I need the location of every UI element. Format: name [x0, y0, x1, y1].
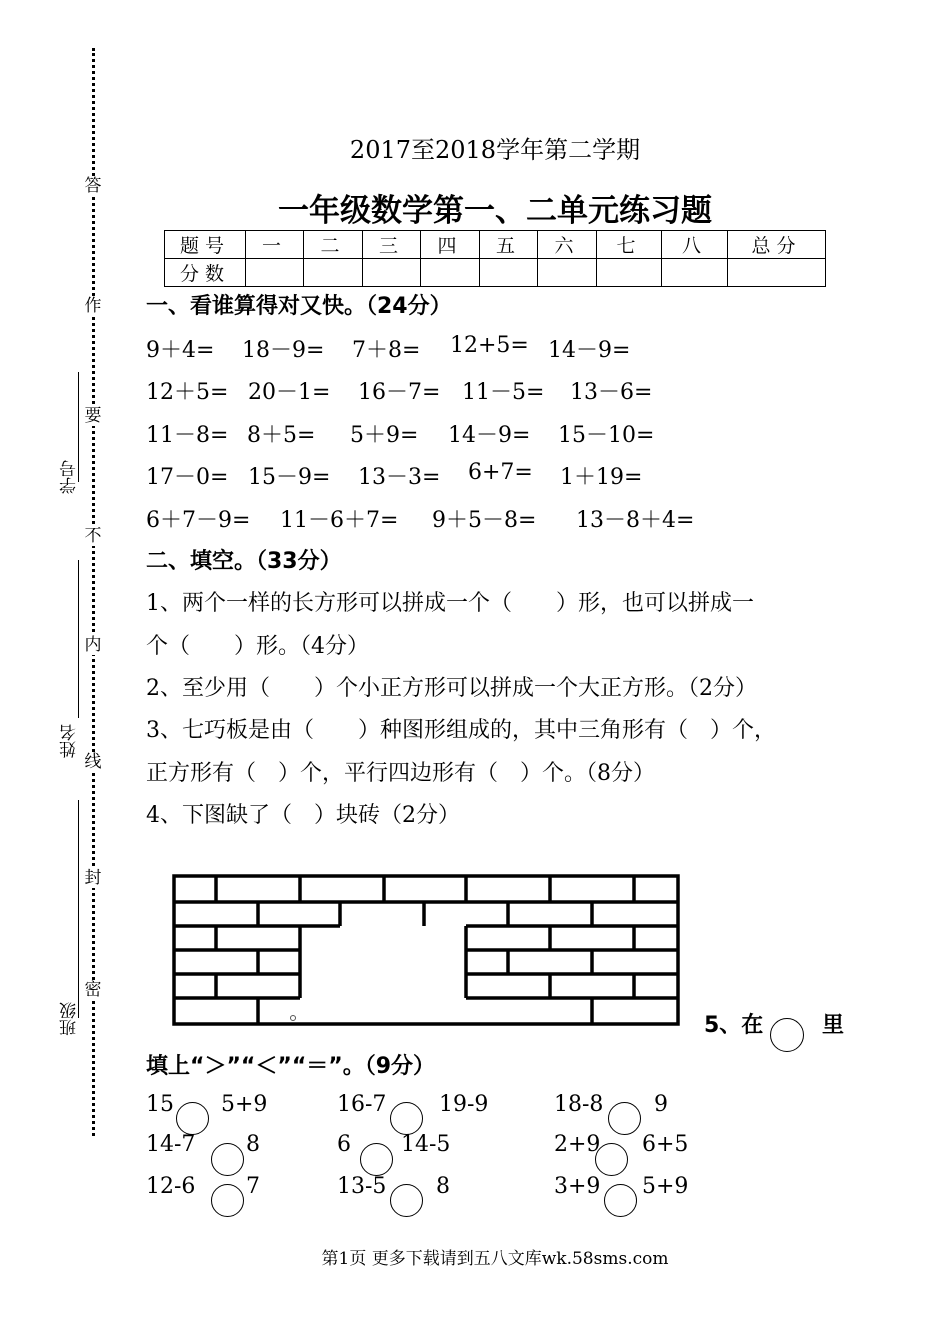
answer-circle-example: [770, 1018, 804, 1052]
math-problem: 15－10=: [558, 423, 655, 448]
math-problem: 14－9=: [548, 338, 631, 363]
compare-left: 2+9: [554, 1132, 601, 1157]
math-problem: 14－9=: [448, 423, 531, 448]
math-problem: 15－9=: [248, 465, 331, 490]
exam-title: 一年级数学第一、二单元练习题: [278, 193, 712, 229]
score-header-cell: 七: [597, 231, 662, 259]
compare-right: 8: [246, 1132, 260, 1157]
math-problem: 12+5=: [450, 333, 529, 358]
score-cell[interactable]: [480, 259, 538, 287]
compare-right: 19-9: [439, 1092, 489, 1117]
compare-left: 12-6: [146, 1174, 196, 1199]
student-no-label: 学号: [60, 460, 80, 494]
math-problem: 7＋8=: [352, 338, 421, 363]
compare-left: 16-7: [337, 1092, 387, 1117]
margin-char: 线: [84, 752, 102, 772]
question-2: 2、至少用（ ）个小正方形可以拼成一个大正方形。（2分）: [146, 676, 757, 701]
score-row-label: 分数: [165, 259, 246, 287]
exam-subtitle: 2017至2018学年第二学期: [349, 136, 641, 164]
question-5-prefix: 5、在: [704, 1013, 764, 1038]
answer-circle[interactable]: [211, 1184, 244, 1217]
page-footer: 第1页 更多下载请到五八文库wk.58sms.com: [321, 1249, 669, 1269]
compare-left: 15: [146, 1092, 174, 1117]
score-header-cell: 五: [480, 231, 538, 259]
brick-wall-figure: [170, 872, 682, 1028]
compare-right: 8: [436, 1174, 450, 1199]
margin-char: 封: [84, 868, 102, 888]
score-table-score-row: [165, 259, 826, 287]
math-problem: 11－8=: [146, 423, 229, 448]
score-cell[interactable]: [728, 259, 826, 287]
math-problem: 17－0=: [146, 465, 229, 490]
class-label: 班级: [60, 1002, 80, 1036]
math-problem: 13－3=: [358, 465, 441, 490]
name-line: [78, 560, 79, 718]
math-problem: 8＋5=: [247, 423, 316, 448]
compare-left: 3+9: [554, 1174, 601, 1199]
question-5-line-2: 填上“＞”“＜”“＝”。（9分）: [146, 1054, 436, 1079]
math-problem: 9＋5－8=: [432, 508, 537, 533]
compare-left: 6: [337, 1132, 351, 1157]
compare-right: 14-5: [401, 1132, 451, 1157]
math-problem: 16－7=: [358, 380, 441, 405]
math-problem: 20－1=: [248, 380, 331, 405]
question-1-line-1: 1、两个一样的长方形可以拼成一个（ ）形，也可以拼成一: [146, 591, 754, 616]
compare-left: 14-7: [146, 1132, 196, 1157]
math-problem: 12＋5=: [146, 380, 229, 405]
compare-right: 6+5: [642, 1132, 689, 1157]
answer-circle[interactable]: [211, 1143, 244, 1176]
compare-left: 18-8: [554, 1092, 604, 1117]
compare-right: 9: [654, 1092, 668, 1117]
score-header-cell: 一: [246, 231, 304, 259]
compare-right: 7: [246, 1174, 260, 1199]
margin-char: 内: [84, 635, 102, 655]
margin-char: 不: [84, 526, 102, 546]
score-cell[interactable]: [363, 259, 421, 287]
score-cell[interactable]: [597, 259, 662, 287]
answer-circle[interactable]: [595, 1143, 628, 1176]
math-problem: 6＋7－9=: [146, 508, 251, 533]
score-cell[interactable]: [662, 259, 728, 287]
math-problem: 9＋4=: [146, 338, 215, 363]
question-3-line-2: 正方形有（ ）个，平行四边形有（ ）个。（8分）: [146, 761, 655, 786]
score-header-cell: 题号: [165, 231, 246, 259]
margin-char: 密: [84, 980, 102, 1000]
score-cell[interactable]: [304, 259, 363, 287]
section-1-heading: 一、看谁算得对又快。（24分）: [146, 294, 452, 319]
math-problem: 11－6＋7=: [280, 508, 399, 533]
score-header-cell: 八: [662, 231, 728, 259]
question-3-line-1: 3、七巧板是由（ ）种图形组成的，其中三角形有（ ）个，: [146, 718, 776, 743]
class-line: [78, 800, 79, 1018]
score-table-header-row: [165, 231, 826, 259]
question-1-line-2: 个（ ）形。（4分）: [146, 634, 369, 659]
answer-circle[interactable]: [390, 1184, 423, 1217]
math-problem: 13－8＋4=: [576, 508, 695, 533]
answer-circle[interactable]: [604, 1184, 637, 1217]
question-4: 4、下图缺了（ ）块砖（2分）: [146, 803, 460, 828]
score-table: [164, 230, 826, 287]
answer-circle[interactable]: [390, 1102, 423, 1135]
score-header-cell: 三: [363, 231, 421, 259]
answer-circle[interactable]: [608, 1102, 641, 1135]
answer-circle[interactable]: [360, 1143, 393, 1176]
math-problem: 13－6=: [570, 380, 653, 405]
question-5-suffix: 里: [822, 1013, 845, 1038]
compare-left: 13-5: [337, 1174, 387, 1199]
section-2-heading: 二、填空。（33分）: [146, 549, 342, 574]
score-header-cell: 总分: [728, 231, 826, 259]
math-problem: 18－9=: [242, 338, 325, 363]
answer-circle[interactable]: [176, 1102, 209, 1135]
score-header-cell: 四: [421, 231, 480, 259]
margin-char: 答: [84, 176, 102, 196]
margin-char: 作: [84, 296, 102, 316]
math-problem: 5＋9=: [350, 423, 419, 448]
score-cell[interactable]: [421, 259, 480, 287]
math-problem: 1＋19=: [560, 465, 643, 490]
margin-char: 要: [84, 406, 102, 426]
small-dot: [291, 1016, 296, 1021]
compare-right: 5+9: [642, 1174, 689, 1199]
math-problem: 6+7=: [468, 460, 533, 485]
score-cell[interactable]: [246, 259, 304, 287]
compare-right: 5+9: [221, 1092, 268, 1117]
name-label: 姓名: [60, 724, 80, 758]
brick-wall-lines: [174, 876, 678, 1024]
score-header-cell: 六: [538, 231, 597, 259]
score-cell[interactable]: [538, 259, 597, 287]
score-header-cell: 二: [304, 231, 363, 259]
math-problem: 11－5=: [462, 380, 545, 405]
